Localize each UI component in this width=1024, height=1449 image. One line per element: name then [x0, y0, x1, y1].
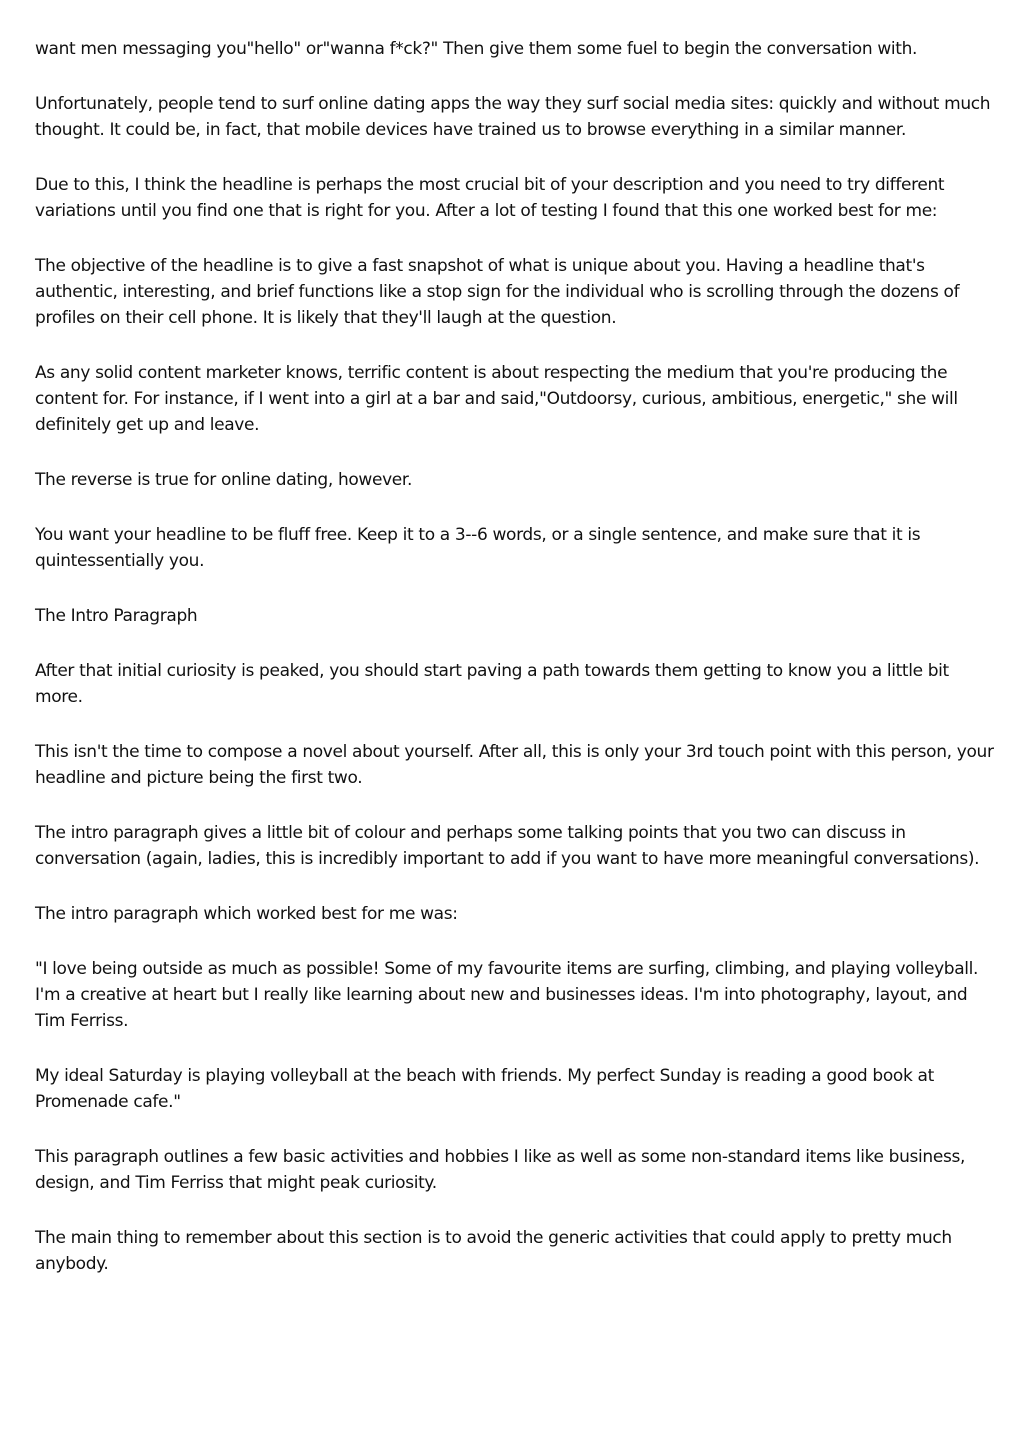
paragraph-11: The intro paragraph gives a little bit of colour and perhaps some talking points that you two can discuss in conversation (again, ladies, this is incredibly important to add if you want to have more meaningful conversations). — [35, 823, 980, 869]
quote-paragraph-1: "I love being outside as much as possible! Some of my favourite items are surfing, climbing, and playing volleyball. I'm a creative at heart but I really like learning about new and businesses ideas. I'm into photography, layout, and Tim Ferriss. — [35, 959, 979, 1031]
document-page — [35, 36, 1000, 1306]
paragraph-9: After that initial curiosity is peaked, you should start paving a path towards them getting to know you a little bit more. — [35, 661, 949, 707]
paragraph-5: As any solid content marketer knows, terrific content is about respecting the medium that you're producing the content for. For instance, if I went into a girl at a bar and said,"Outdoorsy, curious, ambitious, energetic," she will definitely get up and leave. — [35, 363, 958, 435]
section-heading-intro-paragraph: The Intro Paragraph — [35, 606, 198, 626]
paragraph-4: The objective of the headline is to give a fast snapshot of what is unique about you. Having a headline that's authentic, interesting, and brief functions like a stop sign for the individual who is scrolling through the dozens of profiles on their cell phone. It is likely that they'll laugh at the question. — [35, 256, 960, 328]
quote-paragraph-2: My ideal Saturday is playing volleyball at the beach with friends. My perfect Sunday is reading a good book at Promenade cafe." — [35, 1066, 934, 1112]
paragraph-10: This isn't the time to compose a novel about yourself. After all, this is only your 3rd touch point with this person, your headline and picture being the first two. — [35, 742, 994, 788]
paragraph-16: The main thing to remember about this section is to avoid the generic activities that could apply to pretty much anybody. — [35, 1228, 952, 1274]
paragraph-1: want men messaging you"hello" or"wanna f*ck?" Then give them some fuel to begin the conversation with. — [35, 39, 918, 59]
paragraph-3: Due to this, I think the headline is perhaps the most crucial bit of your description and you need to try different variations until you find one that is right for you. After a lot of testing I found that this one worked best for me: — [35, 175, 945, 221]
paragraph-12: The intro paragraph which worked best for me was: — [35, 904, 458, 924]
paragraph-7: You want your headline to be fluff free. Keep it to a 3--6 words, or a single sentence, and make sure that it is quintessentially you. — [35, 525, 921, 571]
paragraph-15: This paragraph outlines a few basic activities and hobbies I like as well as some non-standard items like business, design, and Tim Ferriss that might peak curiosity. — [35, 1147, 966, 1193]
paragraph-2: Unfortunately, people tend to surf online dating apps the way they surf social media sites: quickly and without much thought. It could be, in fact, that mobile devices have trained us to browse everything in a similar manner. — [35, 94, 991, 140]
paragraph-6: The reverse is true for online dating, however. — [35, 470, 413, 490]
